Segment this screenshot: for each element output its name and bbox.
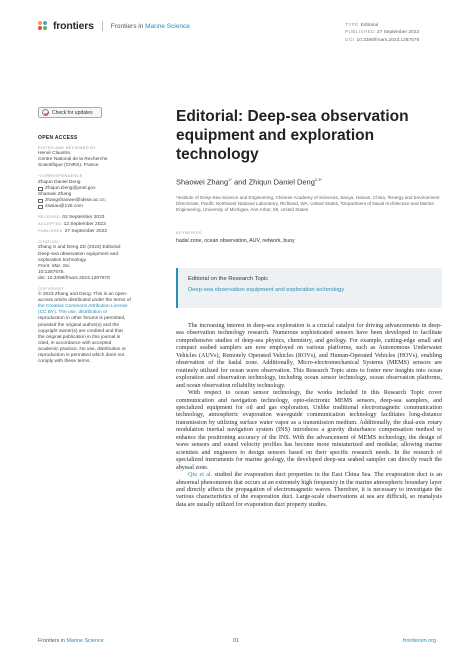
citation-line: Zhang S and Deng ZD (2023) Editorial:: [38, 245, 122, 251]
body-paragraph: [176, 472, 442, 509]
frontiers-logo-icon: [38, 21, 48, 31]
email-link[interactable]: zswiau@126.com: [45, 203, 83, 209]
journal-prefix: Frontiers in: [110, 22, 144, 30]
copyright-line: copyright owner(s) are credited and that: [38, 328, 123, 334]
check-updates-label: Check for updates: [52, 109, 93, 116]
meta-published: PUBLISHED 27 September 2023: [345, 30, 420, 36]
accepted-row: ACCEPTED 12 September 2023: [38, 221, 106, 228]
correspondence-label: *CORRESPONDENCE: [38, 173, 83, 179]
copyright-line: access article distributed under the terms of: [38, 298, 131, 304]
affiliations: ¹Institute of Deep-Sea Science and Engineering, Chinese Academy of Sciences, Sanya, Hainan, China, ²Energy and Environment Directorate, Pacific Northwest National Laboratory, Richland, WA, United States, ³Department of Naval Architecture and Marine Engineering, University of Michigan, Ann Arbor, MI, United States: [176, 195, 440, 213]
mail-icon: [38, 205, 43, 209]
copyright-line: academic practice. No use, distribution or: [38, 346, 126, 352]
copyright-line: comply with these terms.: [38, 359, 91, 365]
meta-doi[interactable]: DOI 10.3389/fmars.2023.1287578: [345, 37, 420, 43]
email-link[interactable]: zhangshaowei@idsse.ac.cn;: [45, 197, 106, 203]
frontiers-logo[interactable]: [38, 20, 190, 32]
published-row: PUBLISHED 27 September 2023: [38, 228, 107, 235]
citation-line: Front. Mar. Sci.: [38, 263, 71, 269]
keywords: hadal zone, ocean observation, AUV, network, buoy: [176, 238, 295, 244]
paragraph-text: studied the evaporation duct properties in the East China Sea. The evaporation duct is an abnormal phenomenon that occurs at an extremely high frequency in the marine atmospheric boundary layer and directly affects the propagation of electromagnetic waves. Therefore, it is necessary to investigate the various characteristics of the evaporation duct. Large-scale observations at sea are difficult, so reanalysis data are usually utilized for evaporation duct property studies.: [176, 472, 442, 508]
mail-icon: [38, 199, 43, 203]
email-row[interactable]: [38, 204, 153, 210]
sidebar: [38, 135, 153, 365]
author-affil-marker: 2,3*: [314, 177, 323, 182]
body-paragraph: The increasing interest in deep-sea exploration is a crucial catalyst for driving advancements in deep-sea observation technology research. Numerous sophisticated sensors have been developed to facilitate comprehensive studies of deep-sea physics, chemistry, and geology. For example, cutting-edge small and compact seabed samplers are now employed on various platforms, such as Autonomous Underwater Vehicles (AUVs), Remotely Operated Vehicles (ROVs), and Human-Operated Vehicles (HOVs), enabling observation of the hadal zone. Additionally, Micro-electromechanical Systems (MEMS) sensors are routinely utilized for ocean wave observation. This Research Topic aims to foster new insights into ocean exploration and observation technology, including ocean sensor technology, ocean observation platforms, and ocean observation reliability technology.: [176, 323, 442, 389]
keywords-label: KEYWORDS: [176, 230, 202, 235]
footer-site-link[interactable]: frontiersin.org: [403, 638, 436, 644]
article-meta: [345, 22, 419, 44]
edited-label: EDITED AND REVIEWED BY: [38, 145, 97, 151]
article-title: Editorial: Deep-sea observation equipment and exploration technology: [176, 108, 409, 163]
journal-title: Marine Science: [145, 22, 190, 30]
citation-line: 10:1287578.: [38, 269, 65, 275]
author-list: [176, 177, 322, 187]
meta-type: TYPE Editorial: [345, 23, 379, 28]
article-body: [176, 323, 442, 509]
copyright-label: COPYRIGHT: [38, 285, 64, 291]
corresponding-author: Zhiqun Daniel Deng: [38, 179, 81, 185]
header-divider: [102, 21, 103, 31]
body-paragraph: With respect to ocean sensor technology, the works included in this Research Topic cover communication and navigation technology, opto-electronic MEMS sensors, deep-sea samplers, and specialized equipment for oil and gas exploration. Unlike traditional electromagnetic communication technology, atmospheric evaporation waveguide communication technology facilitates long-distance transmission by utilizing surface water vapor as a transmission medium. Additionally, the dual-axis rotary modulation inertial navigation system (INS) introduces a gravity disturbance compensation method to enhance the positioning accuracy of the INS. With the advancement of MEMS technology, the design of wave sensors and sound velocity profiles has become more miniaturized and modular, allowing marine scientists and engineers to design sensors based on their specific research needs. In the research of specialized instruments for marine geology, the developed deep-sea seabed sampler can directly reach the abyssal zone.: [176, 390, 442, 471]
copyright-line: the original publication in this journal is: [38, 334, 121, 340]
brand-name: frontiers: [53, 20, 94, 32]
author-affil-marker: 1*: [228, 177, 232, 182]
check-for-updates-button[interactable]: [38, 107, 102, 118]
author-name[interactable]: Zhiqun Daniel Deng: [248, 177, 315, 187]
copyright-line: cited, in accordance with accepted: [38, 340, 112, 346]
copyright-line: © 2023 Zhang and Deng. This is an open-: [38, 292, 128, 298]
citation-label: CITATION: [38, 239, 58, 245]
citation-line: exploration technology.: [38, 257, 87, 263]
editor-line: Centre National de la Recherche: [38, 157, 108, 163]
open-access-label: OPEN ACCESS: [38, 135, 78, 141]
email-link[interactable]: Zhiqun.Deng@pnnl.gov: [45, 185, 96, 191]
received-row: RECEIVED 02 September 2023: [38, 214, 105, 221]
journal-name: [111, 23, 190, 30]
author-name[interactable]: Shaowei Zhang: [176, 177, 229, 187]
author-join: and: [231, 177, 249, 187]
research-topic-link[interactable]: Deep-sea observation equipment and exploration technology: [188, 287, 345, 293]
license-link[interactable]: the Creative Commons Attribution License: [38, 304, 128, 310]
citation-link[interactable]: Qiu et al.: [188, 472, 213, 479]
editor-line: Hervé Claustre,: [38, 151, 72, 157]
copyright-line: reproduction is permitted which does not: [38, 353, 125, 358]
copyright-line: reproduction in other forums is permitted,: [38, 316, 126, 322]
editor-line: Scientifique (CNRS), France: [38, 163, 99, 169]
corresponding-author: Shaowei Zhang: [38, 191, 72, 197]
research-topic-heading: Editorial on the Research Topic: [188, 276, 269, 282]
footer-journal: Frontiers in Marine Science: [38, 638, 104, 644]
citation-line[interactable]: doi: 10.3389/fmars.2023.1287578: [38, 275, 110, 281]
citation-line: Deep-sea observation equipment and: [38, 251, 119, 257]
research-topic-box: [176, 268, 442, 308]
check-updates-icon: [42, 109, 49, 116]
page-number: 01: [233, 638, 239, 644]
mail-icon: [38, 187, 43, 191]
license-link[interactable]: (CC BY). The use, distribution or: [38, 310, 108, 316]
copyright-line: provided the original author(s) and the: [38, 322, 120, 328]
